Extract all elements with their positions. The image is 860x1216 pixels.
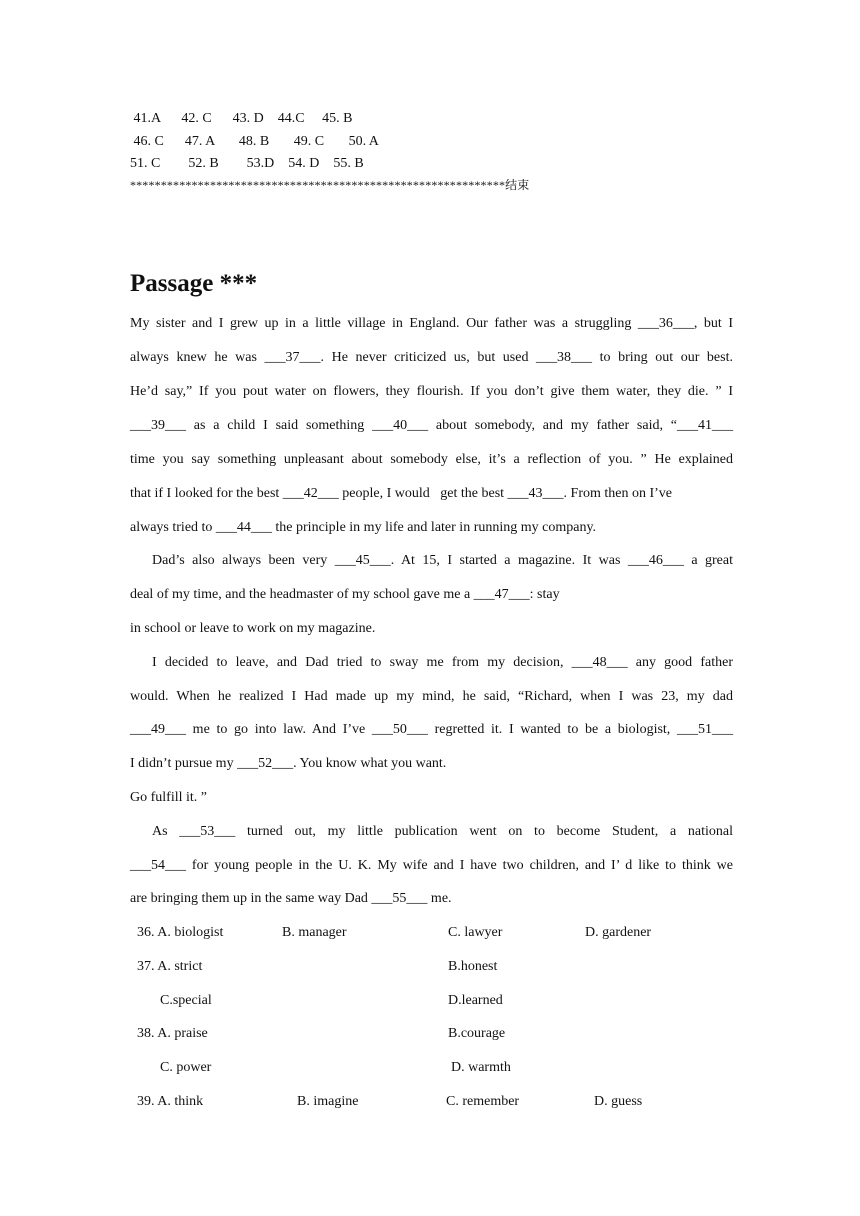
passage-line: I didn’t pursue my ___52___. You know what you want.	[130, 756, 447, 771]
q39-option-a: 39. A. think	[137, 1094, 204, 1109]
passage-line: As ___53___ turned out, my little publication went on to become Student, a national	[152, 824, 733, 839]
end-marker-line: *************************************************************结束	[130, 178, 530, 192]
passage-line: deal of my time, and the headmaster of my school gave me a ___47___: stay	[130, 587, 560, 602]
q36-option-d: D. gardener	[585, 925, 652, 940]
q37-option-b: B.honest	[448, 959, 498, 974]
q39-option-d: D. guess	[594, 1094, 643, 1109]
q38-option-c: C. power	[160, 1060, 212, 1075]
answer-row-2: 46. C 47. A 48. B 49. C 50. A	[130, 134, 379, 149]
answer-row-1: 41.A 42. C 43. D 44.C 45. B	[130, 111, 353, 126]
passage-title: Passage ***	[130, 270, 258, 297]
passage-line: always tried to ___44___ the principle in my life and later in running my company.	[130, 520, 597, 535]
passage-line: Dad’s also always been very ___45___. At 15, I started a magazine. It was ___46___ a great	[152, 553, 733, 568]
q39-option-b: B. imagine	[297, 1094, 359, 1109]
passage-line: in school or leave to work on my magazine.	[130, 621, 376, 636]
q37-option-d: D.learned	[448, 993, 503, 1008]
q38-option-b: B.courage	[448, 1026, 506, 1041]
passage-line: always knew he was ___37___. He never criticized us, but used ___38___ to bring out our best.	[130, 350, 733, 365]
passage-line: would. When he realized I Had made up my mind, he said, “Richard, when I was 23, my dad	[130, 689, 733, 704]
passage-line: ___49___ me to go into law. And I’ve ___50___ regretted it. I wanted to be a biologist, ___51___	[130, 722, 733, 737]
answer-row-3: 51. C 52. B 53.D 54. D 55. B	[130, 156, 364, 171]
q36-option-b: B. manager	[282, 925, 347, 940]
q39-option-c: C. remember	[446, 1094, 520, 1109]
passage-line: ___54___ for young people in the U. K. My wife and I have two children, and I’ d like to think we	[130, 858, 733, 873]
passage-line: are bringing them up in the same way Dad ___55___ me.	[130, 891, 452, 906]
q36-option-a: 36. A. biologist	[137, 925, 224, 940]
passage-line: My sister and I grew up in a little village in England. Our father was a struggling ___36___, but I	[130, 316, 733, 331]
passage-line: I decided to leave, and Dad tried to sway me from my decision, ___48___ any good father	[152, 655, 733, 670]
q37-option-c: C.special	[160, 993, 212, 1008]
passage-line: Go fulfill it. ”	[130, 790, 207, 805]
q38-option-a: 38. A. praise	[137, 1026, 208, 1041]
q38-option-d: D. warmth	[451, 1060, 511, 1075]
q37-option-a: 37. A. strict	[137, 959, 203, 974]
q36-option-c: C. lawyer	[448, 925, 503, 940]
passage-line: time you say something unpleasant about somebody else, it’s a reflection of you. ” He explained	[130, 452, 733, 467]
passage-line: ___39___ as a child I said something ___40___ about somebody, and my father said, “___41___	[130, 418, 733, 433]
passage-line: He’d say,” If you pout water on flowers, they flourish. If you don’t give them water, they die. ” I	[130, 384, 733, 399]
passage-line: that if I looked for the best ___42___ people, I would get the best ___43___. From then on I’ve	[130, 486, 673, 501]
